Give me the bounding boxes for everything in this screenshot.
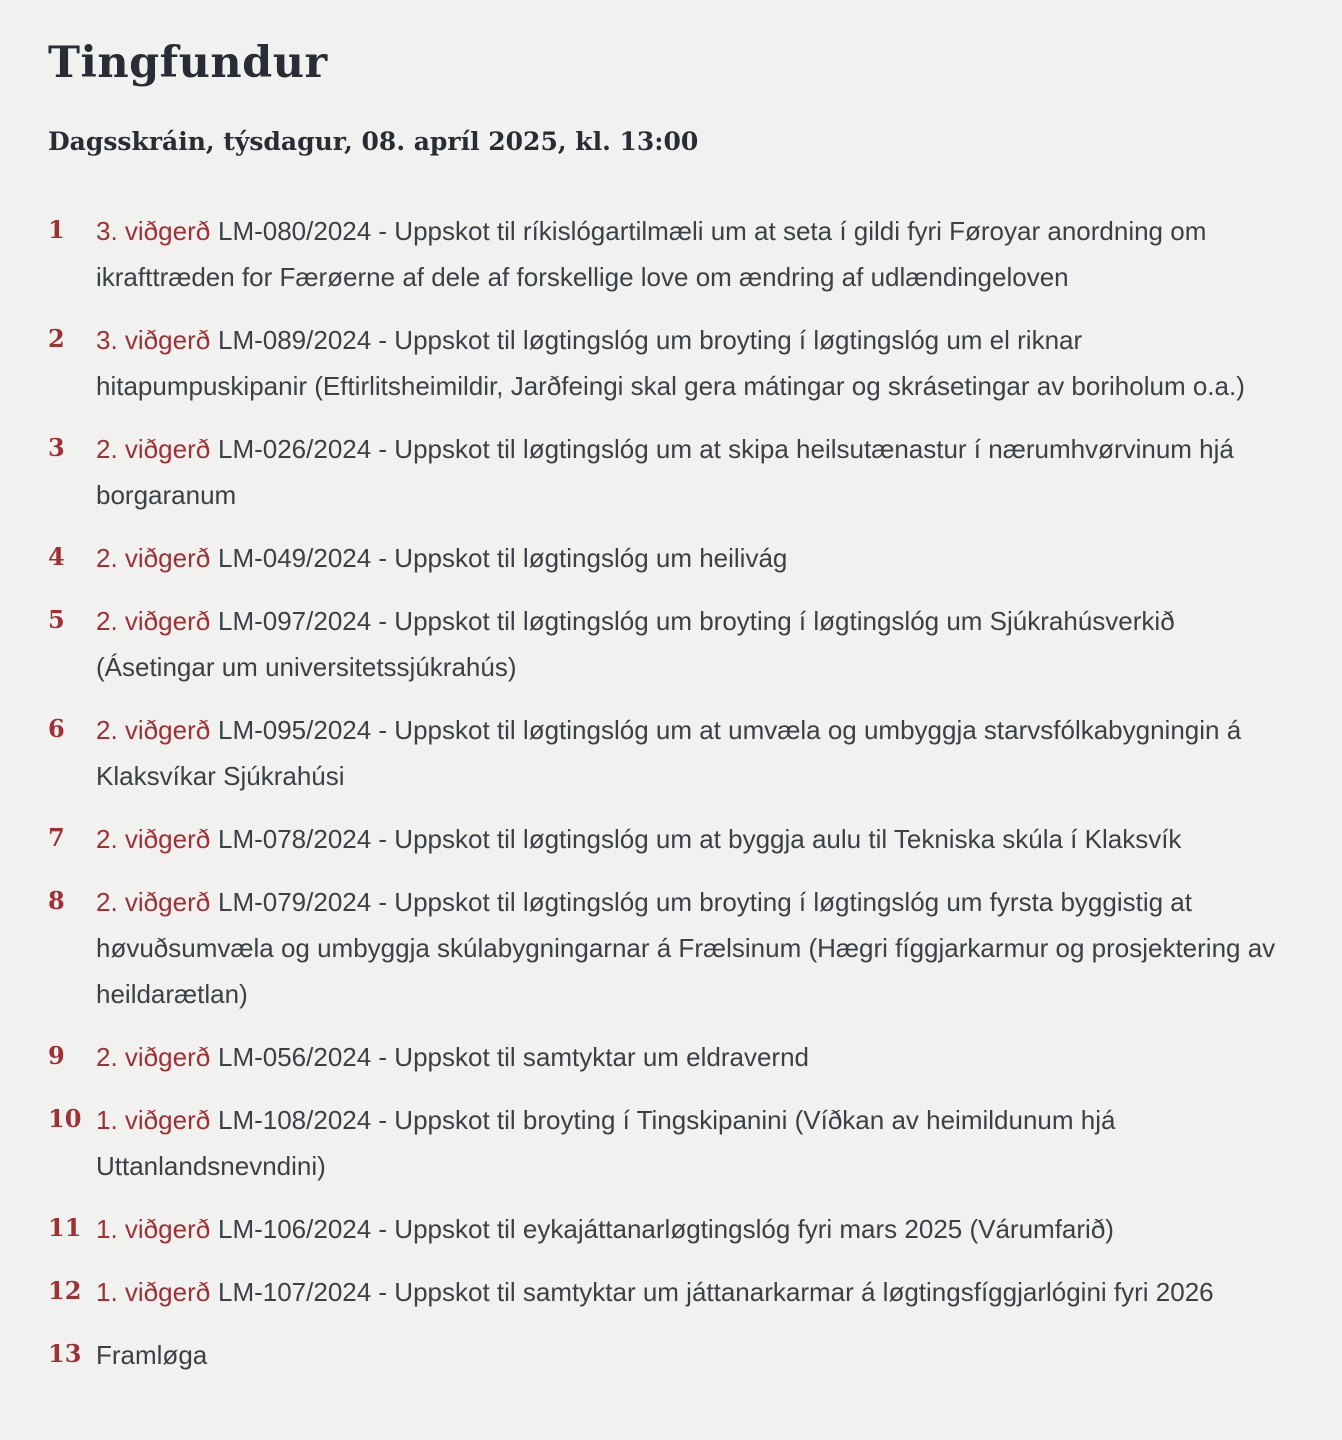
item-title[interactable]: LM-078/2024 - Uppskot til løgtingslóg um at byggja aulu til Tekniska skúla í Klaksvík [217,824,1182,855]
item-stage-label[interactable]: 1. viðgerð [96,1105,211,1136]
agenda-item-link[interactable] [96,1034,1286,1080]
item-title[interactable]: LM-056/2024 - Uppskot til samtyktar um eldravernd [217,1042,810,1073]
agenda-item-link[interactable] [96,426,1286,518]
item-number: 2 [48,324,65,354]
item-number: 11 [48,1213,82,1243]
page-title: Tingfundur [48,38,328,88]
agenda-item-link[interactable] [96,707,1286,799]
item-title[interactable]: LM-097/2024 - Uppskot til løgtingslóg um broyting í løgtingslóg um Sjúkrahúsverkið (Ásetingar um universitetssjúkrahús) [96,606,1175,683]
item-title[interactable]: LM-079/2024 - Uppskot til løgtingslóg um broyting í løgtingslóg um fyrsta byggistig at høvuðsumvæla og umbyggja skúlabygningarnar á Frælsinum (Hægri fíggjarkarmur og prosjektering av heildarætlan) [96,887,1276,1010]
item-stage-label[interactable]: 2. viðgerð [96,543,211,574]
item-title[interactable]: LM-089/2024 - Uppskot til løgtingslóg um broyting í løgtingslóg um el riknar hitapumpuskipanir (Eftirlitsheimildir, Jarðfeingi skal gera mátingar og skrásetingar av boriholum o.a.) [96,325,1245,402]
agenda-item [48,1269,1286,1315]
agenda-item-link[interactable] [96,879,1286,1017]
agenda-item [48,879,1286,1017]
item-number: 1 [48,215,65,245]
agenda-item [48,426,1286,518]
item-title[interactable]: LM-108/2024 - Uppskot til broyting í Tingskipanini (Víðkan av heimildunum hjá Uttanlandsnevndini) [96,1105,1116,1182]
agenda-subtitle: Dagsskráin, týsdagur, 08. apríl 2025, kl. 13:00 [48,127,699,157]
agenda-item [48,816,1286,862]
item-stage-label[interactable]: 1. viðgerð [96,1214,211,1245]
agenda-item-link[interactable] [96,317,1286,409]
item-stage-label[interactable]: 3. viðgerð [96,325,211,356]
item-number: 9 [48,1041,65,1071]
agenda-item [48,1206,1286,1252]
item-title[interactable]: LM-080/2024 - Uppskot til ríkislógartilmæli um at seta í gildi fyri Føroyar anordning om ikrafttræden for Færøerne af dele af forskellige love om ændring af udlændingeloven [96,216,1207,293]
item-number: 13 [48,1339,82,1369]
item-number: 3 [48,433,65,463]
agenda-item-link[interactable] [96,1097,1286,1189]
agenda-item-link[interactable] [96,535,1286,581]
agenda-item [48,598,1286,690]
agenda-item-link[interactable] [96,1206,1286,1252]
item-stage-label[interactable]: 2. viðgerð [96,1042,211,1073]
item-stage-label[interactable]: 3. viðgerð [96,216,211,247]
agenda-item-link[interactable] [96,208,1286,300]
item-number: 5 [48,605,65,635]
item-title[interactable]: Framløga [96,1340,208,1371]
agenda-item [48,707,1286,799]
agenda-item-link[interactable] [96,816,1286,862]
item-number: 4 [48,542,65,572]
item-stage-label[interactable]: 1. viðgerð [96,1277,211,1308]
item-number: 8 [48,886,65,916]
agenda-list [48,208,1286,1378]
agenda-item [48,208,1286,300]
agenda-item-link[interactable] [96,1269,1286,1315]
item-title[interactable]: LM-026/2024 - Uppskot til løgtingslóg um at skipa heilsutænastur í nærumhvørvinum hjá borgaranum [96,434,1234,511]
item-number: 12 [48,1276,82,1306]
item-stage-label[interactable]: 2. viðgerð [96,887,211,918]
item-title[interactable]: LM-049/2024 - Uppskot til løgtingslóg um heilivág [217,543,788,574]
agenda-item [48,1332,1286,1378]
item-stage-label[interactable]: 2. viðgerð [96,715,211,746]
item-stage-label[interactable]: 2. viðgerð [96,606,211,637]
item-number: 6 [48,714,65,744]
item-stage-label[interactable]: 2. viðgerð [96,824,211,855]
item-number: 7 [48,823,65,853]
item-title[interactable]: LM-106/2024 - Uppskot til eykajáttanarløgtingslóg fyri mars 2025 (Várumfarið) [217,1214,1114,1245]
agenda-item [48,1097,1286,1189]
agenda-item [48,535,1286,581]
agenda-item-link[interactable] [96,1332,1286,1378]
item-title[interactable]: LM-107/2024 - Uppskot til samtyktar um játtanarkarmar á løgtingsfíggjarlógini fyri 2026 [217,1277,1214,1308]
agenda-item [48,1034,1286,1080]
item-title[interactable]: LM-095/2024 - Uppskot til løgtingslóg um at umvæla og umbyggja starvsfólkabygningin á Klaksvíkar Sjúkrahúsi [96,715,1242,792]
agenda-item-link[interactable] [96,598,1286,690]
item-number: 10 [48,1104,82,1134]
item-stage-label[interactable]: 2. viðgerð [96,434,211,465]
agenda-item [48,317,1286,409]
